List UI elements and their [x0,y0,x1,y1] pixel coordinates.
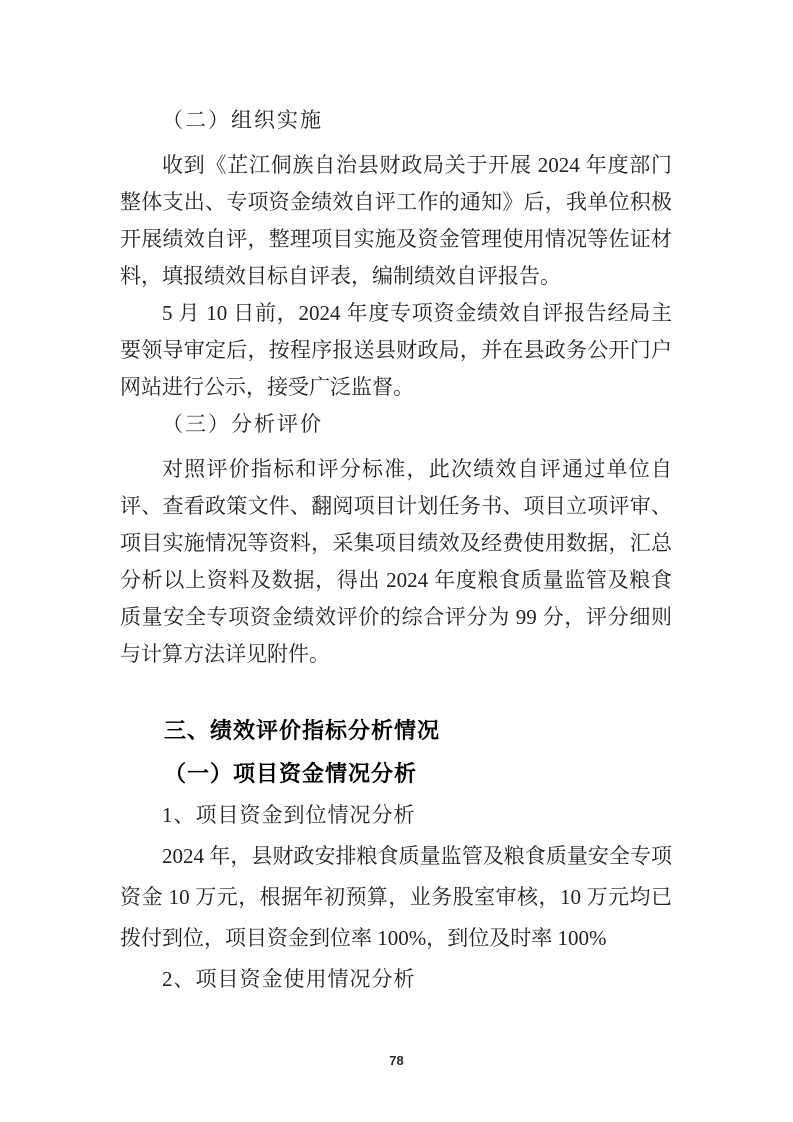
list-item-fund-usage: 2、项目资金使用情况分析 [162,967,416,991]
list-item-fund-arrival: 1、项目资金到位情况分析 [162,803,416,827]
paragraph-notice-received: 收到《芷江侗族自治县财政局关于开展 2024 年度部门整体支出、专项资金绩效自评工作的通知》后，我单位积极开展绩效自评，整理项目实施及资金管理使用情况等佐证材料，填报绩效目标自评表，编制绩效自评报告。 [120,153,672,288]
paragraph-evaluation-method: 对照评价指标和评分标准，此次绩效自评通过单位自评、查看政策文件、翻阅项目计划任务书、项目立项评审、项目实施情况等资料，采集项目绩效及经费使用数据，汇总分析以上资料及数据，得出 2024 年度粮食质量监管及粮食质量安全专项资金绩效评价的综合评分为 99 分，评分细则与计算方法详见附件。 [120,457,672,666]
subsection-heading-organization: （二）组织实施 [162,108,323,132]
section-heading-indicator-analysis: 三、绩效评价指标分析情况 [164,718,441,743]
page-number: 78 [389,1053,404,1068]
subsection-heading-analysis: （三）分析评价 [162,412,323,436]
document-body [120,102,672,1000]
paragraph-fund-arrival-detail: 2024 年，县财政安排粮食质量监管及粮食质量安全专项资金 10 万元，根据年初预算，业务股室审核，10 万元均已拨付到位，项目资金到位率 100%，到位及时率 100% [120,844,672,950]
subsection-heading-fund-analysis: （一）项目资金情况分析 [164,761,418,786]
paragraph-report-submission: 5 月 10 日前，2024 年度专项资金绩效自评报告经局主要领导审定后，按程序报送县财政局，并在县政务公开门户网站进行公示，接受广泛监督。 [120,301,672,399]
